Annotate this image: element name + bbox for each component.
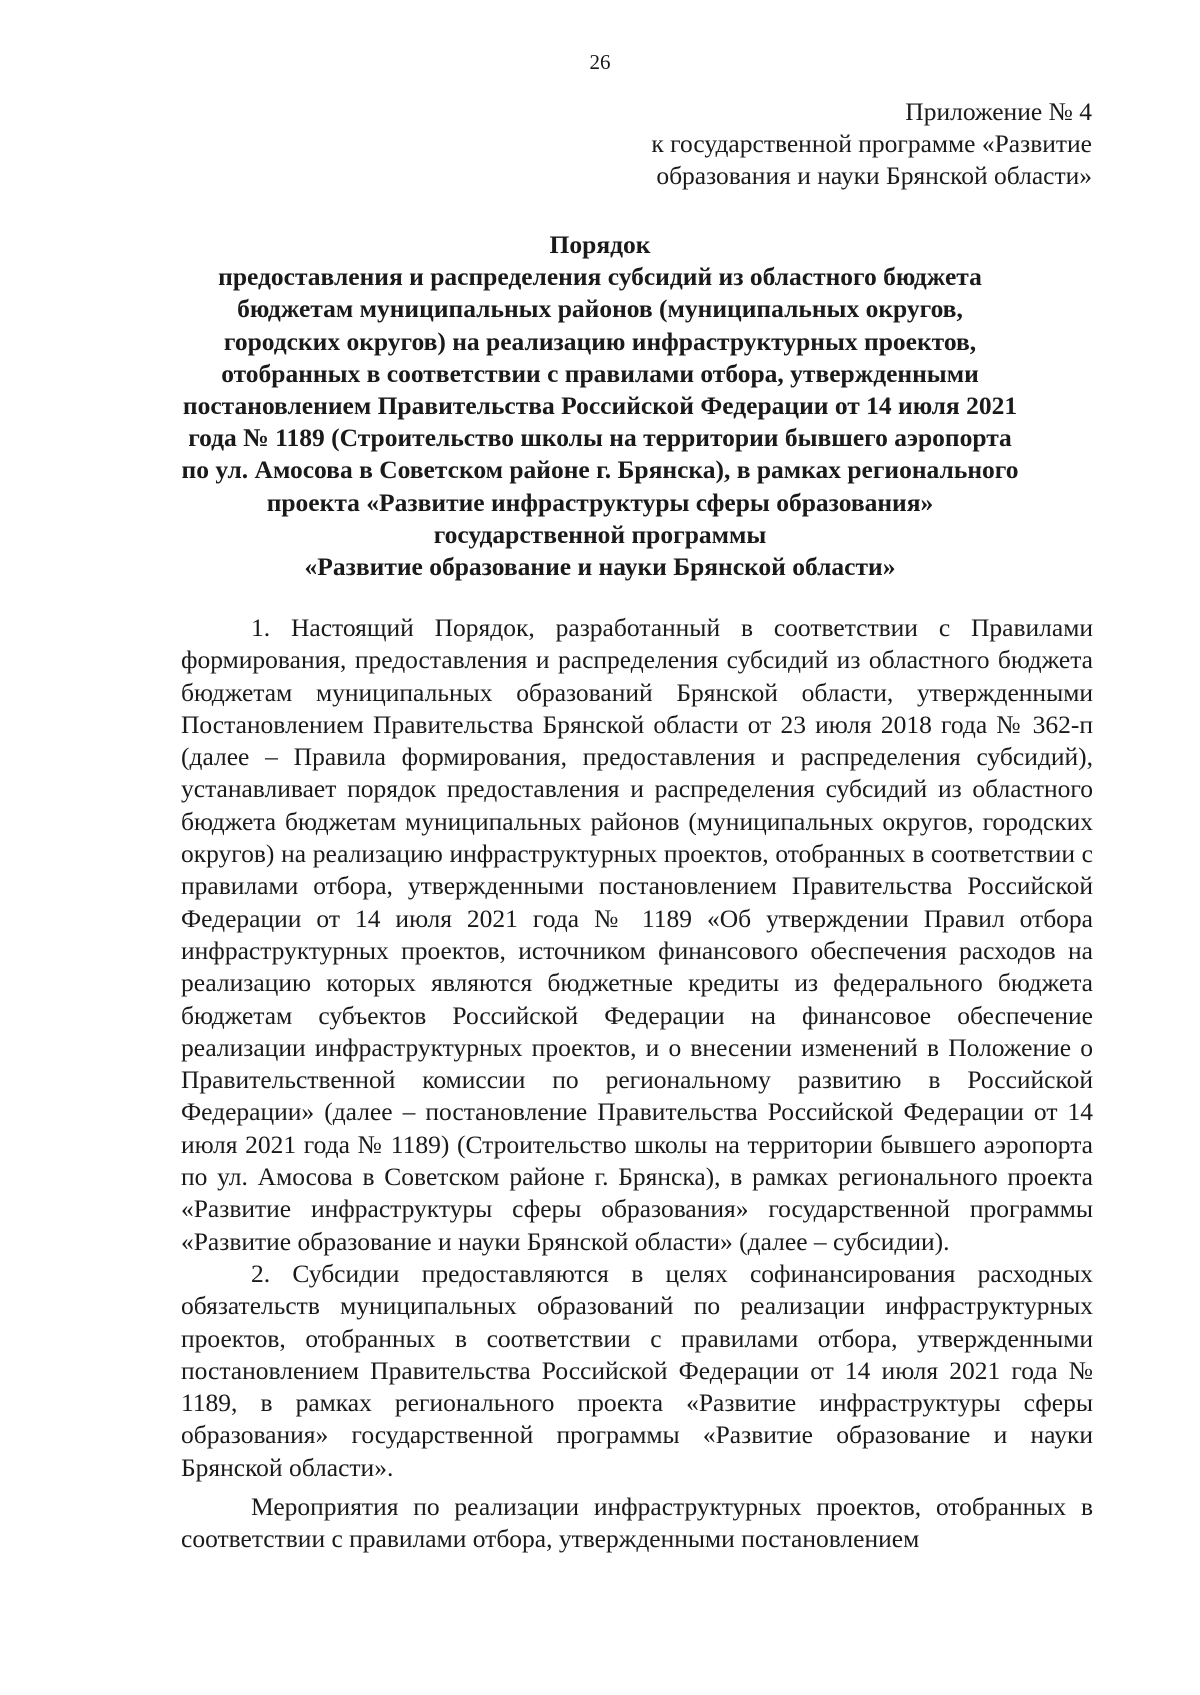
appendix-header — [651, 96, 1092, 192]
title-line: «Развитие образование и науки Брянской области» — [304, 552, 896, 582]
title-line: бюджетам муниципальных районов (муниципальных округов, — [237, 294, 963, 324]
page-number: 26 — [589, 50, 611, 74]
title-line: проекта «Развитие инфраструктуры сферы образования» — [266, 487, 934, 517]
document-title — [150, 229, 1050, 583]
paragraph-1: 1. Настоящий Порядок, разработанный в соответствии с Правилами формирования, предоставления и распределения субсидий из областного бюджета бюджетам муниципальных образований Брянской области, утвержденными Постановлением Правительства Брянской области от 23 июля 2018 года № 362-п (далее – Правила формирования, предоставления и распределения субсидий), устанавливает порядок предоставления и распределения субсидий из областного бюджета бюджетам муниципальных районов (муниципальных округов, городских округов) на реализацию инфраструктурных проектов, отобранных в соответствии с правилами отбора, утвержденными постановлением Правительства Российской Федерации от 14 июля 2021 года № 1189 «Об утверждении Правил отбора инфраструктурных проектов, источником финансового обеспечения расходов на реализацию которых являются бюджетные кредиты из федерального бюджета бюджетам субъектов Российской Федерации на финансовое обеспечение реализации инфраструктурных проектов, и о внесении изменений в Положение о Правительственной комиссии по региональному развитию в Российской Федерации» (далее – постановление Правительства Российской Федерации от 14 июля 2021 года № 1189) (Строительство школы на территории бывшего аэропорта по ул. Амосова в Советском районе г. Брянска), в рамках регионального проекта «Развитие инфраструктуры сферы образования» государственной программы «Развитие образование и науки Брянской области» (далее – субсидии). — [181, 613, 1093, 1256]
title-line: по ул. Амосова в Советском районе г. Брянска), в рамках регионального — [181, 455, 1019, 485]
appendix-line: Приложение № 4 — [905, 97, 1092, 126]
title-line: года № 1189 (Строительство школы на территории бывшего аэропорта — [188, 423, 1012, 453]
title-line: государственной программы — [433, 519, 767, 549]
appendix-line: к государственной программе «Развитие — [651, 129, 1092, 158]
title-line: городских округов) на реализацию инфраструктурных проектов, — [223, 326, 977, 356]
appendix-line: образования и науки Брянской области» — [656, 161, 1092, 190]
title-heading: Порядок — [549, 230, 651, 259]
title-line: постановлением Правительства Российской Федерации от 14 июля 2021 — [182, 391, 1018, 421]
title-line: предоставления и распределения субсидий из областного бюджета — [218, 262, 982, 292]
document-body — [181, 612, 1093, 1556]
paragraph-2: 2. Субсидии предоставляются в целях софинансирования расходных обязательств муниципальных образований по реализации инфраструктурных проектов, отобранных в соответствии с правилами отбора, утвержденными постановлением Правительства Российской Федерации от 14 июля 2021 года № 1189, в рамках регионального проекта «Развитие инфраструктуры сферы образования» государственной программы «Развитие образование и науки Брянской области». — [181, 1258, 1093, 1482]
title-line: отобранных в соответствии с правилами отбора, утвержденными — [221, 358, 979, 388]
paragraph-3: Мероприятия по реализации инфраструктурных проектов, отобранных в соответствии с правилами отбора, утвержденными постановлением — [181, 1492, 1093, 1554]
